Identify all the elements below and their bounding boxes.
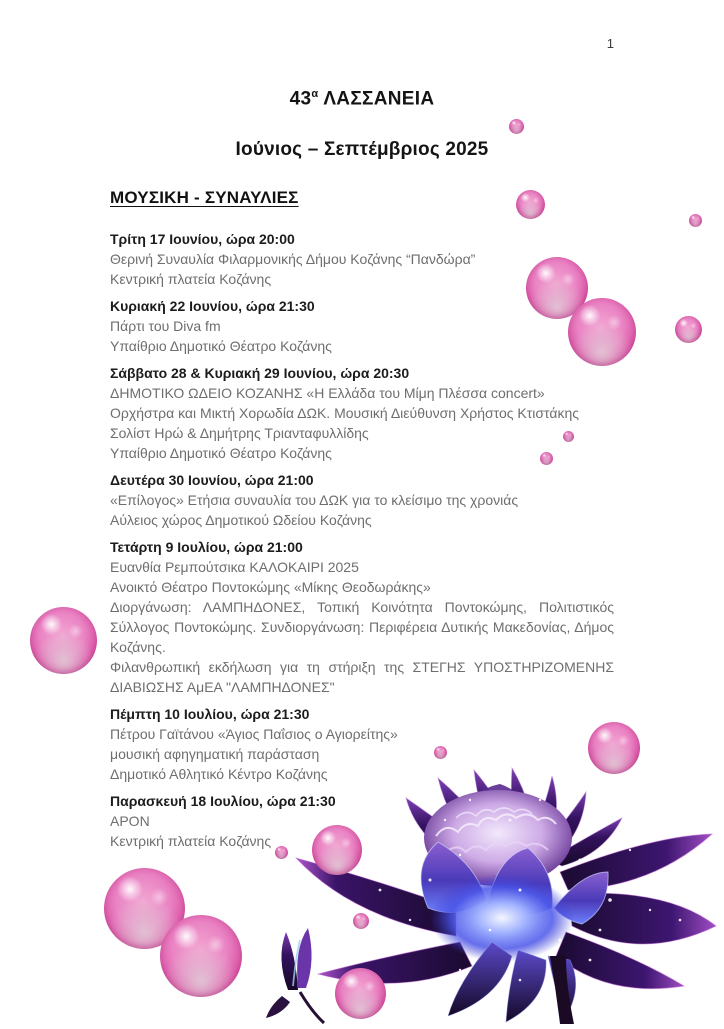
event-block — [110, 537, 614, 697]
event-detail-line: ΔΗΜΟΤΙΚΟ ΩΔΕΙΟ ΚΟΖΑΝΗΣ «Η Ελλάδα του Μίμη Πλέσσα concert» — [110, 385, 545, 402]
event-date: Πέμπτη 10 Ιουλίου, ώρα 21:30 — [110, 706, 310, 723]
event-date: Σάββατο 28 & Κυριακή 29 Ιουνίου, ώρα 20:30 — [110, 365, 410, 382]
event-detail-line: ΑΡΟΝ — [110, 813, 150, 830]
event-detail-line: Σολίστ Ηρώ & Δημήτρης Τριανταφυλλίδης — [110, 425, 369, 442]
event-detail-line: Υπαίθριο Δημοτικό Θέατρο Κοζάνης — [110, 445, 332, 462]
event-detail-line: Ευανθία Ρεμπούτσικα ΚΑΛΟΚΑΙΡΙ 2025 — [110, 559, 359, 576]
document-title — [110, 88, 614, 110]
event-block — [110, 296, 614, 356]
event-detail-line: Πέτρου Γαϊτάνου «Άγιος Παΐσιος ο Αγιορείτης» — [110, 726, 398, 743]
event-date: Κυριακή 22 Ιουνίου, ώρα 21:30 — [110, 298, 315, 315]
event-block — [110, 704, 614, 784]
event-detail-line: Δημοτικό Αθλητικό Κέντρο Κοζάνης — [110, 766, 328, 783]
event-detail-line: Διοργάνωση: ΛΑΜΠΗΔΟΝΕΣ, Τοπική Κοινότητα Ποντοκώμης, Πολιτιστικός Σύλλογος Ποντοκώμης. Συνδιοργάνωση: Περιφέρεια Δυτικής Μακεδονίας, Δήμος Κοζάνης. — [110, 599, 614, 656]
pink-bubble — [30, 607, 97, 674]
event-detail-line: Υπαίθριο Δημοτικό Θέατρο Κοζάνης — [110, 338, 332, 355]
event-block — [110, 470, 614, 530]
events-list — [110, 229, 614, 851]
pink-bubble — [675, 316, 702, 343]
document-content — [110, 0, 614, 858]
event-detail-line: Ανοικτό Θέατρο Ποντοκώμης «Μίκης Θεοδωράκης» — [110, 579, 431, 596]
event-detail-line: Κεντρική πλατεία Κοζάνης — [110, 833, 272, 850]
pink-bubble — [353, 913, 369, 929]
event-date: Τετάρτη 9 Ιουλίου, ώρα 21:00 — [110, 539, 303, 556]
document-subtitle: Ιούνιος – Σεπτέμβριος 2025 — [235, 139, 489, 161]
pink-bubble — [335, 968, 386, 1019]
event-detail-line: Αύλειος χώρος Δημοτικού Ωδείου Κοζάνης — [110, 512, 372, 529]
title-number: 43 — [289, 88, 312, 110]
event-date: Τρίτη 17 Ιουνίου, ώρα 20:00 — [110, 231, 295, 248]
event-block — [110, 229, 614, 289]
event-block — [110, 363, 614, 463]
pink-bubble — [160, 915, 242, 997]
event-detail-line: Ορχήστρα και Μικτή Χορωδία ΔΩΚ. Μουσική Διεύθυνση Χρήστος Κτιστάκης — [110, 405, 580, 422]
flower-bud — [266, 928, 324, 1023]
event-date: Παρασκευή 18 Ιουλίου, ώρα 21:30 — [110, 793, 336, 810]
event-detail-line: Πάρτι του Diva fm — [110, 318, 221, 335]
event-date: Δευτέρα 30 Ιουνίου, ώρα 21:00 — [110, 472, 314, 489]
page-number: 1 — [606, 36, 614, 51]
pink-bubble — [689, 214, 702, 227]
title-name: ΛΑΣΣΑΝΕΙΑ — [318, 88, 435, 110]
event-detail-line: μουσική αφηγηματική παράσταση — [110, 746, 320, 763]
title-superscript: α — [311, 88, 319, 100]
section-heading: ΜΟΥΣΙΚΗ - ΣΥΝΑΥΛΙΕΣ — [110, 188, 299, 208]
event-detail-line: Φιλανθρωπική εκδήλωση για τη στήριξη της ΣΤΕΓΗΣ ΥΠΟΣΤΗΡΙΖΟΜΕΝΗΣ ΔΙΑΒΙΩΣΗΣ ΑμΕΑ "ΛΑΜΠΗΔΟΝΕΣ" — [110, 659, 614, 696]
event-block — [110, 791, 614, 851]
event-detail-line: «Επίλογος» Ετήσια συναυλία του ΔΩΚ για το κλείσιμο της χρονιάς — [110, 492, 519, 509]
event-detail-line: Θερινή Συναυλία Φιλαρμονικής Δήμου Κοζάνης “Πανδώρα” — [110, 251, 476, 268]
event-detail-line: Κεντρική πλατεία Κοζάνης — [110, 271, 272, 288]
